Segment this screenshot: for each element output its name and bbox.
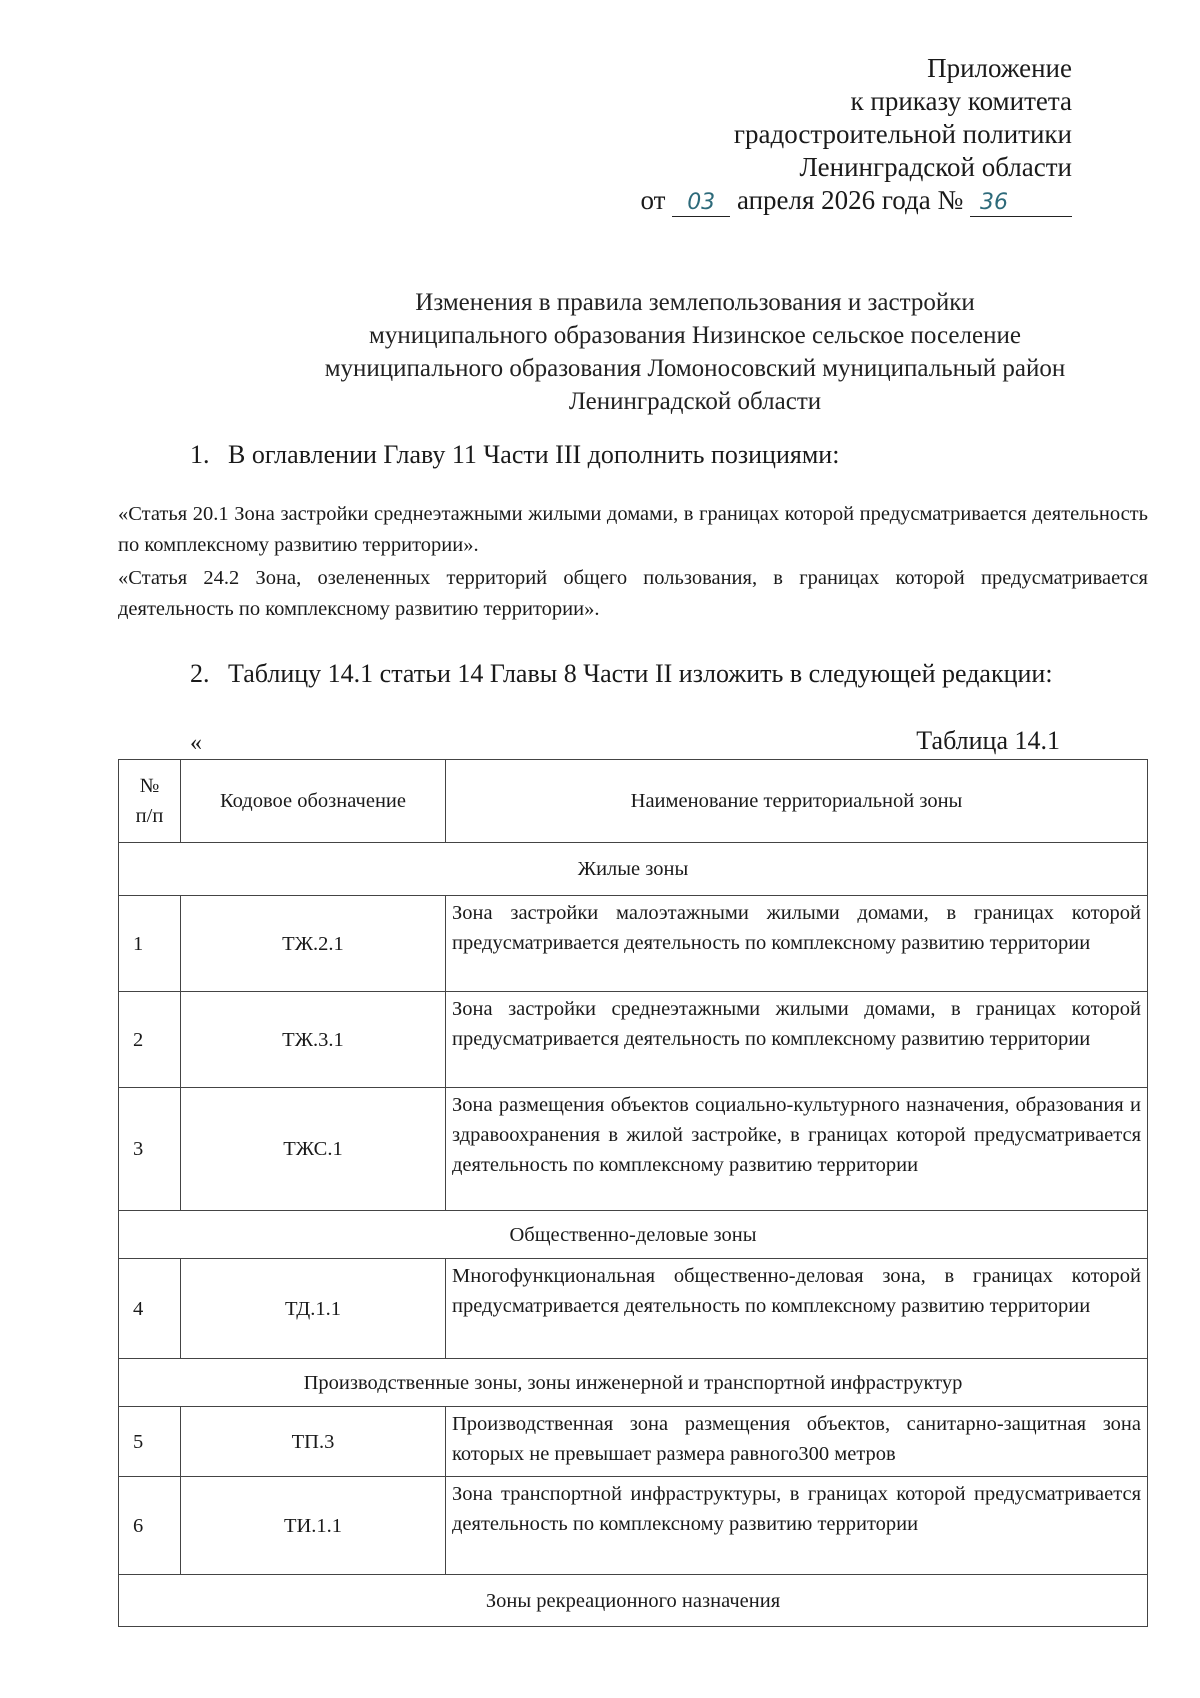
header-code: Кодовое обозначение bbox=[181, 760, 446, 843]
list-item-text: Таблицу 14.1 статьи 14 Главы 8 Части II изложить в следующей редакции: bbox=[228, 659, 1053, 688]
document-title bbox=[0, 286, 1200, 418]
list-item-number: 2. bbox=[190, 659, 210, 688]
list-item-number: 1. bbox=[190, 440, 210, 469]
row-code: ТЖ.3.1 bbox=[181, 992, 446, 1088]
list-item-1 bbox=[190, 440, 839, 470]
order-number-handwritten: 36 bbox=[970, 190, 1072, 217]
row-num: 5 bbox=[119, 1407, 181, 1477]
header-num-pp: п/п bbox=[135, 805, 164, 827]
title-line-4: Ленинградской области bbox=[568, 388, 822, 415]
row-name: Зона транспортной инфраструктуры, в границах которой предусматривается деятельность по комплексному развитию территории bbox=[446, 1477, 1148, 1575]
paragraph-article-20-1: «Статья 20.1 Зона застройки среднеэтажными жилыми домами, в границах которой предусматривается деятельность по комплексному развитию территории». bbox=[118, 503, 1148, 556]
table-row bbox=[119, 992, 1148, 1088]
header-date-line bbox=[640, 184, 1072, 217]
date-rest: апреля 2026 года № bbox=[736, 185, 964, 215]
row-name: Многофункциональная общественно-деловая зона, в границах которой предусматривается деятельность по комплексному развитию территории bbox=[446, 1259, 1148, 1359]
section-row bbox=[119, 1211, 1148, 1259]
row-num: 1 bbox=[119, 896, 181, 992]
section-title: Производственные зоны, зоны инженерной и транспортной инфраструктур bbox=[119, 1359, 1148, 1407]
table-row bbox=[119, 1407, 1148, 1477]
row-code: ТЖС.1 bbox=[181, 1088, 446, 1211]
header-line-committee: градостроительной политики bbox=[733, 119, 1072, 149]
table-row bbox=[119, 1259, 1148, 1359]
section-title: Зоны рекреационного назначения bbox=[119, 1575, 1148, 1627]
row-num: 6 bbox=[119, 1477, 181, 1575]
date-prefix: от bbox=[640, 185, 666, 215]
header-name: Наименование территориальной зоны bbox=[446, 760, 1148, 843]
row-name: Зона застройки малоэтажными жилыми домами, в границах которой предусматривается деятельность по комплексному развитию территории bbox=[446, 896, 1148, 992]
section-title: Общественно-деловые зоны bbox=[119, 1211, 1148, 1259]
header-line-region: Ленинградской области bbox=[799, 152, 1072, 182]
table-caption: Таблица 14.1 bbox=[916, 726, 1060, 755]
section-row bbox=[119, 843, 1148, 896]
row-num: 2 bbox=[119, 992, 181, 1088]
title-line-1: Изменения в правила землепользования и застройки bbox=[415, 289, 975, 316]
title-line-3: муниципального образования Ломоносовский муниципальный район bbox=[324, 355, 1066, 382]
list-item-2 bbox=[190, 659, 1053, 689]
header-num bbox=[119, 760, 181, 843]
table-row bbox=[119, 1477, 1148, 1575]
date-day-handwritten: 03 bbox=[672, 190, 730, 217]
row-code: ТД.1.1 bbox=[181, 1259, 446, 1359]
row-num: 3 bbox=[119, 1088, 181, 1211]
row-code: ТП.3 bbox=[181, 1407, 446, 1477]
row-name: Зона размещения объектов социально-культурного назначения, образования и здравоохранения в жилой застройке, в границах которой предусматривается деятельность по комплексному развитию территории bbox=[446, 1088, 1148, 1211]
table-row bbox=[119, 896, 1148, 992]
row-code: ТЖ.2.1 bbox=[181, 896, 446, 992]
row-name: Производственная зона размещения объектов, санитарно-защитная зона которых не превышает размера равного300 метров bbox=[446, 1407, 1148, 1477]
title-line-2: муниципального образования Низинское сельское поселение bbox=[369, 322, 1021, 349]
section-title: Жилые зоны bbox=[119, 843, 1148, 896]
document-header bbox=[640, 52, 1072, 217]
row-num: 4 bbox=[119, 1259, 181, 1359]
header-line-appendix: Приложение bbox=[927, 53, 1072, 83]
quote-open-mark: « bbox=[190, 730, 202, 756]
header-line-order: к приказу комитета bbox=[850, 86, 1072, 116]
row-code: ТИ.1.1 bbox=[181, 1477, 446, 1575]
table-row bbox=[119, 1088, 1148, 1211]
table-header-row bbox=[119, 760, 1148, 843]
row-name: Зона застройки среднеэтажными жилыми домами, в границах которой предусматривается деятельность по комплексному развитию территории bbox=[446, 992, 1148, 1088]
section-row bbox=[119, 1359, 1148, 1407]
header-num-symbol: № bbox=[139, 775, 160, 797]
paragraph-article-24-2: «Статья 24.2 Зона, озелененных территорий общего пользования, в границах которой предусматривается деятельность по комплексному развитию территории». bbox=[118, 567, 1148, 620]
zones-table bbox=[118, 759, 1148, 1627]
list-item-text: В оглавлении Главу 11 Части III дополнить позициями: bbox=[228, 440, 840, 469]
section-row bbox=[119, 1575, 1148, 1627]
